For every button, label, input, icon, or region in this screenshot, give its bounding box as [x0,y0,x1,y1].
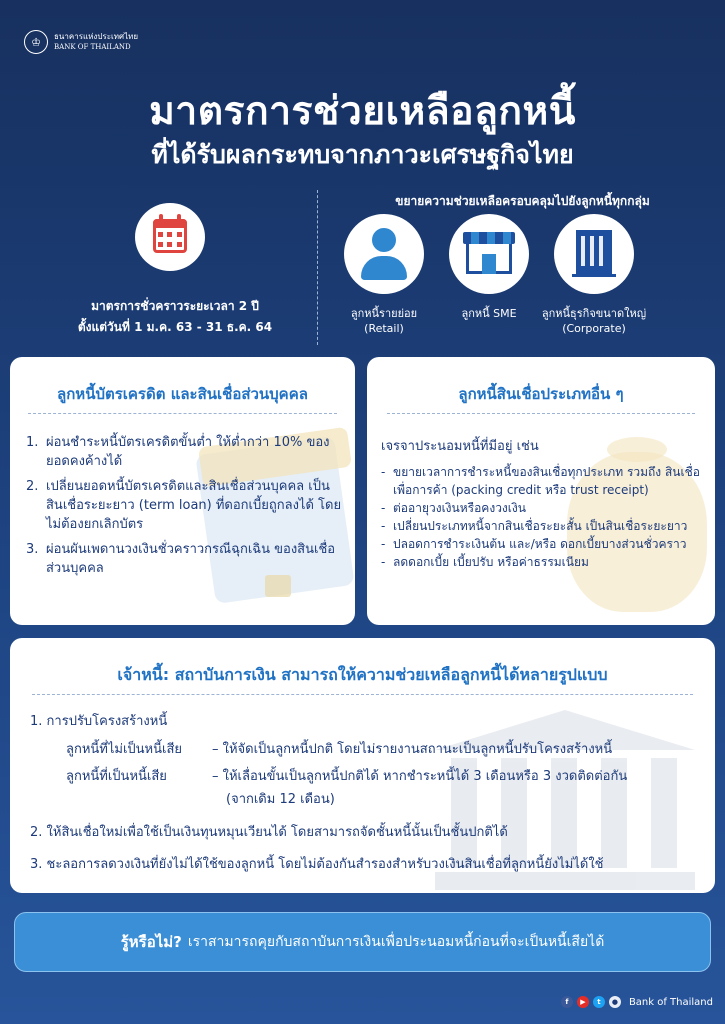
banner-lead: รู้หรือไม่? [120,933,182,951]
bot-logo [24,30,138,54]
sub-label: ลูกหนี้ที่ไม่เป็นหนี้เสีย [66,742,183,757]
sub-label: ลูกหนี้ที่เป็นหนี้เสีย [66,769,167,784]
list-item: 2. ให้สินเชื่อใหม่เพื่อใช้เป็นเงินทุนหมุนเวียนได้ โดยสามารถจัดชั้นหนี้นั้นเป็นชั้นปกติได้ [30,825,508,840]
facebook-icon[interactable]: f [561,996,573,1008]
retail-icon [344,214,424,294]
card-title: ลูกหนี้บัตรเครดิต และสินเชื่อส่วนบุคคล [57,385,308,403]
group-sme [429,306,549,321]
org-name-en: BANK OF THAILAND [54,43,131,51]
other-intro: เจรจาประนอมหนี้ที่มีอยู่ เช่น [381,439,539,454]
group-label: ลูกหนี้รายย่อย [350,307,418,320]
seal-icon: ♔ [24,30,48,54]
measure-line-1: มาตรการชั่วคราวระยะเวลา 2 ปี [91,299,259,313]
measure-period [40,296,310,338]
list-item: - ปลอดการชำระเงินต้น และ/หรือ ดอกเบี้ยบางส่วนชั่วคราว [381,537,687,551]
group-corporate [534,306,654,336]
youtube-icon[interactable]: ▶ [577,996,589,1008]
divider [317,190,318,345]
sub-text: – ให้จัดเป็นลูกหนี้ปกติ โดยไม่รายงานสถานะเป็นลูกหนี้ปรับโครงสร้างหนี้ [212,742,613,757]
list-item: - เปลี่ยนประเภทหนี้จากสินเชื่อระยะสั้น เป็นสินเชื่อระยะยาว [381,519,688,533]
footer [561,996,713,1008]
did-you-know-banner [14,912,711,972]
list-item: 3. ผ่อนผันเพดานวงเงินชั่วคราวกรณีฉุกเฉิน ของสินเชื่อส่วนบุคคล [26,542,336,576]
coverage-title: ขยายความช่วยเหลือครอบคลุมไปยังลูกหนี้ทุกกลุ่ม [395,194,650,208]
banner-text: เราสามารถคุยกับสถาบันการเงินเพื่อประนอมหนี้ก่อนที่จะเป็นหนี้เสียได้ [187,934,605,950]
measure-line-2: ตั้งแต่วันที่ 1 ม.ค. 63 - 31 ธ.ค. 64 [77,320,273,334]
credit-list [26,433,346,584]
group-sub: (Retail) [364,322,404,335]
shop-icon [449,214,529,294]
org-name-th: ธนาคารแห่งประเทศไทย [54,32,139,41]
list-item: 1. การปรับโครงสร้างหนี้ [30,714,168,729]
card-title: เจ้าหนี้: สถาบันการเงิน สามารถให้ความช่วยเหลือลูกหนี้ได้หลายรูปแบบ [117,665,608,684]
sub-text: (จากเดิม 12 เดือน) [226,792,335,807]
sub-text: – ให้เลื่อนขั้นเป็นลูกหนี้ปกติได้ หากชำระหนี้ได้ 3 เดือนหรือ 3 งวดติดต่อกัน [212,769,628,784]
list-item: 3. ชะลอการลดวงเงินที่ยังไม่ได้ใช้ของลูกหนี้ โดยไม่ต้องกันสำรองสำหรับวงเงินสินเชื่อที่ลูกหนี้ยังไม่ได้ใช้ [30,857,604,872]
list-item: - ต่ออายุวงเงินหรือคงวงเงิน [381,501,526,515]
twitter-icon[interactable]: t [593,996,605,1008]
list-item: 1. ผ่อนชำระหนี้บัตรเครดิตขั้นต่ำ ให้ต่ำกว่า 10% ของยอดคงค้างได้ [26,435,330,469]
creditor-card [10,638,715,893]
footer-text: Bank of Thailand [628,996,713,1008]
credit-card-debtor-card [10,357,355,625]
other-loan-debtor-card [367,357,715,625]
list-item: - ลดดอกเบี้ย เบี้ยปรับ หรือค่าธรรมเนียม [381,555,589,569]
botchannel-icon[interactable]: ● [609,996,621,1008]
group-label: ลูกหนี้ธุรกิจขนาดใหญ่ [541,307,647,320]
building-icon [554,214,634,294]
group-sub: (Corporate) [562,322,626,335]
list-item: 2. เปลี่ยนยอดหนี้บัตรเครดิตและสินเชื่อส่วนบุคคล เป็นสินเชื่อระยะยาว (term loan) ที่ดอกเบี้ยถูกลงได้ โดยไม่ต้องยกเลิกบัตร [26,479,342,532]
page-subtitle: ที่ได้รับผลกระทบจากภาวะเศรษฐกิจไทย [151,140,574,169]
group-label: ลูกหนี้ SME [461,307,517,320]
other-list [381,463,711,571]
calendar-icon [135,203,205,271]
list-item: - ขยายเวลาการชำระหนี้ของสินเชื่อทุกประเภท รวมถึง สินเชื่อเพื่อการค้า (packing credit หรือ trust receipt) [381,465,700,497]
page-title: มาตรการช่วยเหลือลูกหนี้ [149,89,576,134]
card-title: ลูกหนี้สินเชื่อประเภทอื่น ๆ [458,385,624,403]
group-retail [324,306,444,336]
